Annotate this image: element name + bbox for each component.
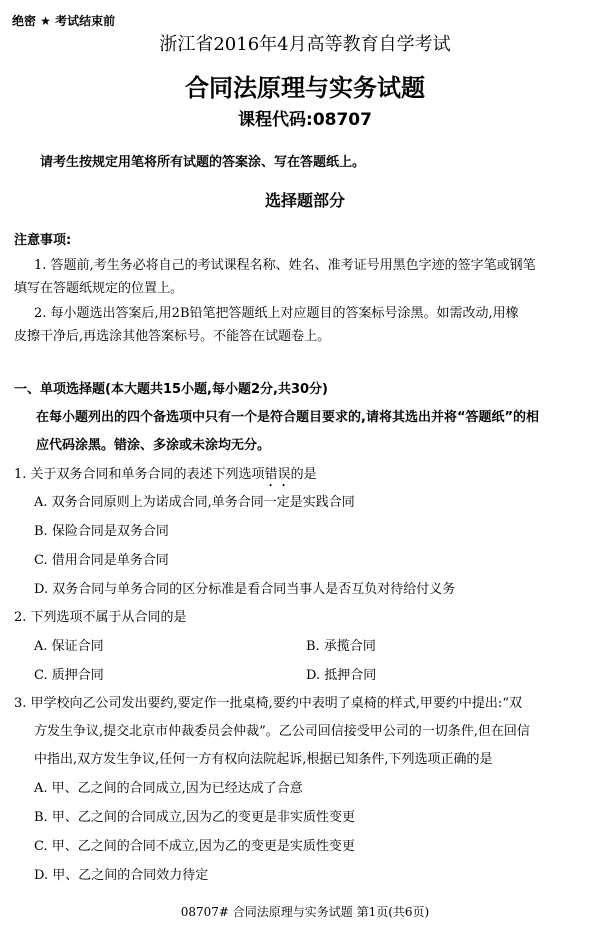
question-3-stem-line-1: 3. 甲学校向乙公司发出要约,要定作一批桌椅,要约中表明了桌椅的样式,甲要约中提出:“双 bbox=[14, 696, 522, 711]
mc-instruction-line-2: 应代码涂黑。错涂、多涂或未涂均无分。 bbox=[36, 438, 271, 453]
question-1-option-d: D. 双务合同与单务合同的区分标准是看合同当事人是否互负对待给付义务 bbox=[34, 582, 456, 597]
question-2-option-b: B. 承揽合同 bbox=[306, 639, 376, 654]
question-3-option-b: B. 甲、乙之间的合同成立,因为乙的变更是非实质性变更 bbox=[34, 810, 355, 825]
question-2-option-c: C. 质押合同 bbox=[34, 668, 104, 683]
question-3-option-c: C. 甲、乙之间的合同不成立,因为乙的变更是实质性变更 bbox=[34, 839, 355, 854]
notice-item-1-line-1: 1. 答题前,考生务必将自己的考试课程名称、姓名、准考证号用黑色字迹的签字笔或钢笔 bbox=[34, 258, 536, 273]
notice-item-2-line-2: 皮擦干净后,再选涂其他答案标号。不能答在试题卷上。 bbox=[14, 329, 331, 344]
question-2-option-a: A. 保证合同 bbox=[34, 639, 104, 654]
paper-title: 合同法原理与实务试题 bbox=[185, 74, 425, 102]
secret-mark: 绝密 ★ 考试结束前 bbox=[12, 14, 116, 28]
question-3-option-a: A. 甲、乙之间的合同成立,因为已经达成了合意 bbox=[34, 781, 303, 796]
question-3-option-d: D. 甲、乙之间的合同效力待定 bbox=[34, 868, 209, 883]
question-3-stem-line-2: 方发生争议,提交北京市仲裁委员会仲裁”。乙公司回信接受甲公司的一切条件,但在回信 bbox=[34, 724, 530, 739]
question-1-emphasis: 错误 bbox=[264, 467, 291, 482]
section-title: 选择题部分 bbox=[264, 191, 345, 210]
question-1-option-a: A. 双务合同原则上为诺成合同,单务合同一定是实践合同 bbox=[34, 495, 355, 510]
answer-instruction: 请考生按规定用笔将所有试题的答案涂、写在答题纸上。 bbox=[40, 155, 366, 170]
exam-title: 浙江省2016年4月高等教育自学考试 bbox=[159, 34, 451, 55]
question-1-stem: 1. 关于双务合同和单务合同的表述下列选项错误的是 bbox=[14, 467, 317, 482]
mc-instruction-line-1: 在每小题列出的四个备选项中只有一个是符合题目要求的,请将其选出并将“答题纸”的相 bbox=[36, 410, 540, 425]
question-2-stem: 2. 下列选项不属于从合同的是 bbox=[14, 610, 187, 625]
question-3-stem-line-3: 中指出,双方发生争议,任何一方有权向法院起诉,根据已知条件,下列选项正确的是 bbox=[34, 752, 493, 767]
notice-item-2-line-1: 2. 每小题选出答案后,用2B铅笔把答题纸上对应题目的答案标号涂黑。如需改动,用橡 bbox=[34, 306, 519, 321]
mc-heading: 一、单项选择题(本大题共15小题,每小题2分,共30分) bbox=[14, 382, 328, 397]
question-1-option-c: C. 借用合同是单务合同 bbox=[34, 553, 169, 568]
notice-item-1-line-2: 填写在答题纸规定的位置上。 bbox=[14, 281, 184, 296]
page-footer: 08707# 合同法原理与实务试题 第1页(共6页) bbox=[180, 905, 430, 919]
question-1-option-b: B. 保险合同是双务合同 bbox=[34, 524, 169, 539]
notice-heading: 注意事项: bbox=[14, 233, 72, 248]
course-code: 课程代码:08707 bbox=[238, 110, 372, 130]
question-2-option-d: D. 抵押合同 bbox=[306, 668, 377, 683]
